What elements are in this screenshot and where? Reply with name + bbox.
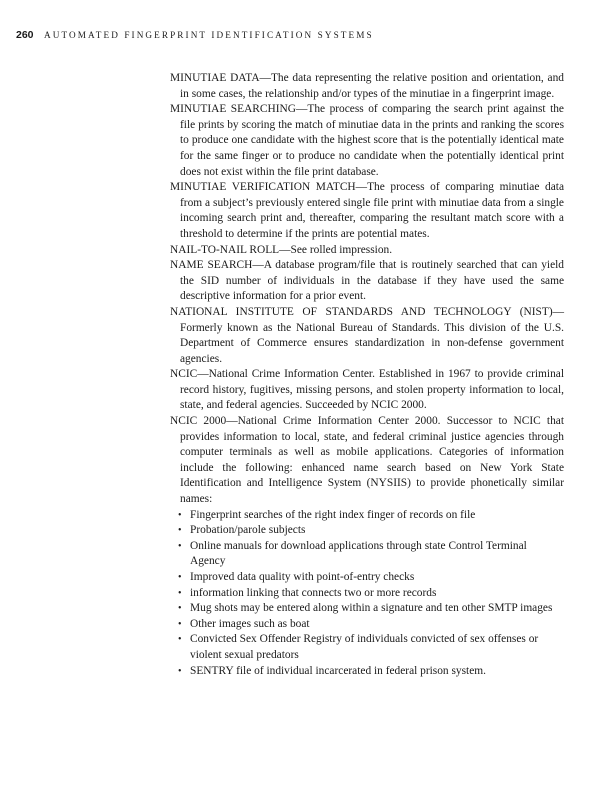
entry-term: NAME SEARCH — [170, 259, 253, 272]
entry-definition: Formerly known as the National Bureau of Standards. This division of the U.S. Department of Commerce ensures standardization in non-defense government agencies. — [180, 321, 564, 365]
entry-term: NAIL-TO-NAIL ROLL — [170, 243, 280, 256]
entry-definition: The data representing the relative position and orientation, and in some cases, the relationship and/or types of the minutiae in a fingerprint image. — [180, 72, 564, 100]
bullet-icon: • — [178, 587, 182, 599]
list-item — [170, 601, 564, 617]
glossary-entry — [170, 71, 564, 102]
entry-definition: A database program/file that is routinely searched that can yield the SID number of individuals in the database if they have used the same descriptive information for a prior event. — [180, 259, 564, 303]
list-item-text: Convicted Sex Offender Registry of individuals convicted of sex offenses or violent sexual predators — [190, 633, 539, 661]
bullet-icon: • — [178, 665, 182, 677]
em-dash: — — [259, 72, 271, 84]
entry-definition: See rolled impression. — [290, 243, 393, 256]
list-item — [170, 570, 564, 586]
running-title: AUTOMATED FINGERPRINT IDENTIFICATION SYSTEMS — [44, 30, 374, 40]
list-item — [170, 586, 564, 602]
entry-definition: National Crime Information Center 2000. Successor to NCIC that provides information to local, state, and federal criminal justice agencies through computer terminals as well as mobile applications. Categories of information include the following: enhanced name search based on New York State Identification and Intelligence System (NYSIIS) to provide phonetically similar names: — [180, 415, 565, 506]
list-item-text: Other images such as boat — [190, 617, 310, 630]
em-dash: — — [226, 415, 238, 428]
entry-term: NATIONAL INSTITUTE OF STANDARDS AND TECHNOLOGY (NIST) — [170, 305, 553, 318]
list-item-text: Mug shots may be entered along within a signature and ten other SMTP images — [190, 602, 553, 615]
entry-definition: The process of comparing the search print against the file prints by scoring the match of minutiae data in the prints and ranking the scores to produce one candidate with the highest score that is the potentially identical mate for the same finger or to produce no candidate when the potentially identical print does not exist within the file print database. — [180, 103, 564, 178]
entry-definition: National Crime Information Center. Established in 1967 to provide criminal record history, fugitives, missing persons, and stolen property information to local, state, and federal agencies. Succeeded by NCIC 2000. — [180, 368, 564, 412]
bullet-icon: • — [178, 540, 182, 552]
em-dash: — — [279, 243, 291, 256]
bullet-icon: • — [178, 618, 182, 630]
entry-term: MINUTIAE DATA — [170, 72, 260, 84]
em-dash: — — [252, 259, 264, 272]
list-item-text: information linking that connects two or more records — [190, 586, 437, 599]
glossary-content — [170, 71, 564, 679]
page-number: 260 — [16, 29, 34, 41]
em-dash: — — [197, 368, 209, 381]
glossary-entry — [170, 414, 564, 508]
list-item-text: Online manuals for download applications through state Control Terminal Agency — [190, 539, 527, 568]
list-item — [170, 664, 564, 680]
glossary-entry — [170, 102, 564, 180]
list-item — [170, 617, 564, 633]
bullet-icon: • — [178, 509, 182, 521]
entry-term: MINUTIAE SEARCHING — [170, 103, 296, 116]
ncic-2000-category-list — [170, 508, 564, 680]
bullet-icon: • — [178, 634, 182, 646]
em-dash: — — [552, 305, 564, 318]
list-item — [170, 508, 564, 524]
list-item — [170, 632, 564, 663]
glossary-entry — [170, 367, 564, 414]
entry-definition: The process of comparing minutiae data from a subject’s previously entered single file print with minutiae data from a single incoming search print and, thereafter, comparing the resultant match score with a threshold to determine if the prints are potential mates. — [180, 181, 565, 240]
glossary-entry — [170, 243, 564, 259]
list-item — [170, 539, 564, 570]
bullet-icon: • — [178, 525, 182, 537]
em-dash: — — [295, 103, 308, 116]
list-item — [170, 523, 564, 539]
entry-term: NCIC 2000 — [170, 415, 227, 428]
glossary-entry — [170, 258, 564, 305]
entry-term: NCIC — [170, 368, 198, 381]
glossary-entry — [170, 180, 564, 242]
entry-term: MINUTIAE VERIFICATION MATCH — [170, 181, 356, 194]
list-item-text: SENTRY file of individual incarcerated in federal prison system. — [190, 664, 486, 677]
list-item-text: Probation/parole subjects — [190, 524, 306, 537]
glossary-entry — [170, 305, 564, 367]
em-dash: — — [355, 181, 368, 194]
bullet-icon: • — [178, 603, 182, 615]
running-header — [16, 29, 374, 41]
list-item-text: Improved data quality with point-of-entry checks — [190, 571, 415, 583]
bullet-icon: • — [178, 572, 182, 583]
list-item-text: Fingerprint searches of the right index finger of records on file — [190, 508, 476, 521]
